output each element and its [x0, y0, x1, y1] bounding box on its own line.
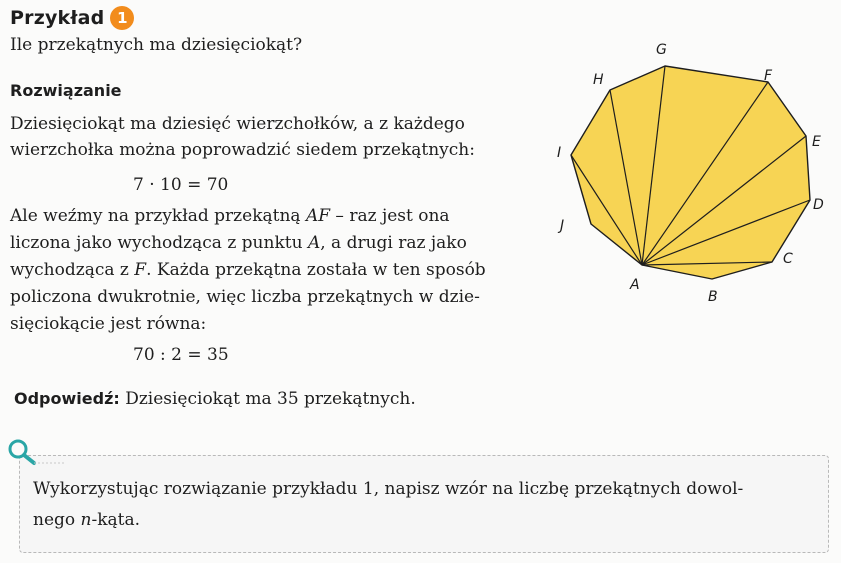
solution-line-5-start: wychodząca z	[10, 260, 135, 280]
example-number-badge: 1	[110, 6, 134, 30]
vertex-label-f: F	[764, 68, 773, 84]
solution-line-6: policzona dwukrotnie, więc liczba przekątnych w dzie-	[10, 287, 480, 307]
task-line-1: Wykorzystując rozwiązanie przykładu 1, napisz wzór na liczbę przekątnych dowol-	[33, 479, 744, 499]
solution-line-4-end: , a drugi raz jako	[320, 233, 467, 253]
solution-line-4-var: A	[307, 233, 321, 253]
magnifier-icon	[6, 438, 66, 478]
equation-1: 7 · 10 = 70	[133, 175, 229, 195]
solution-line-7: sięciokącie jest równa:	[10, 314, 207, 334]
equation-2: 70 : 2 = 35	[133, 345, 229, 365]
solution-line-4-start: liczona jako wychodząca z punktu	[10, 233, 308, 253]
answer-text: Dziesięciokąt ma 35 przekątnych.	[125, 389, 416, 409]
example-title-text: Przykład	[10, 7, 105, 29]
task-line-2-start: nego	[33, 510, 81, 530]
solution-line-3-end: – raz jest ona	[330, 206, 450, 226]
vertex-label-d: D	[813, 197, 824, 213]
solution-line-3-var: AF	[305, 206, 331, 226]
vertex-label-e: E	[812, 134, 821, 150]
solution-line-4	[10, 230, 467, 256]
solution-heading: Rozwiązanie	[10, 81, 122, 100]
solution-line-3	[10, 203, 450, 229]
example-question: Ile przekątnych ma dziesięciokąt?	[10, 35, 303, 55]
vertex-label-b: B	[708, 289, 718, 305]
solution-line-5-var: F	[134, 260, 147, 280]
answer-row	[14, 386, 416, 412]
vertex-label-j: J	[560, 218, 565, 234]
vertex-label-a: A	[630, 277, 640, 293]
task-line-2-end: -kąta.	[91, 510, 141, 530]
vertex-label-c: C	[783, 251, 793, 267]
example-title	[10, 6, 134, 30]
vertex-label-i: I	[557, 145, 562, 161]
answer-label: Odpowiedź:	[14, 389, 120, 408]
solution-line-5	[10, 257, 486, 283]
decagon-figure	[538, 38, 828, 308]
vertex-label-h: H	[593, 72, 604, 88]
solution-line-3-start: Ale weźmy na przykład przekątną	[10, 206, 306, 226]
decagon-shape	[571, 66, 810, 279]
task-line-2-var: n	[80, 510, 92, 530]
task-text	[33, 474, 743, 536]
task-line-2	[33, 505, 743, 536]
solution-line-5-end: . Każda przekątna została w ten sposób	[146, 260, 486, 280]
vertex-label-g: G	[656, 42, 667, 58]
solution-line-1: Dziesięciokąt ma dziesięć wierzchołków, a z każdego	[10, 114, 465, 134]
solution-line-2: wierzchołka można poprowadzić siedem przekątnych:	[10, 140, 475, 160]
